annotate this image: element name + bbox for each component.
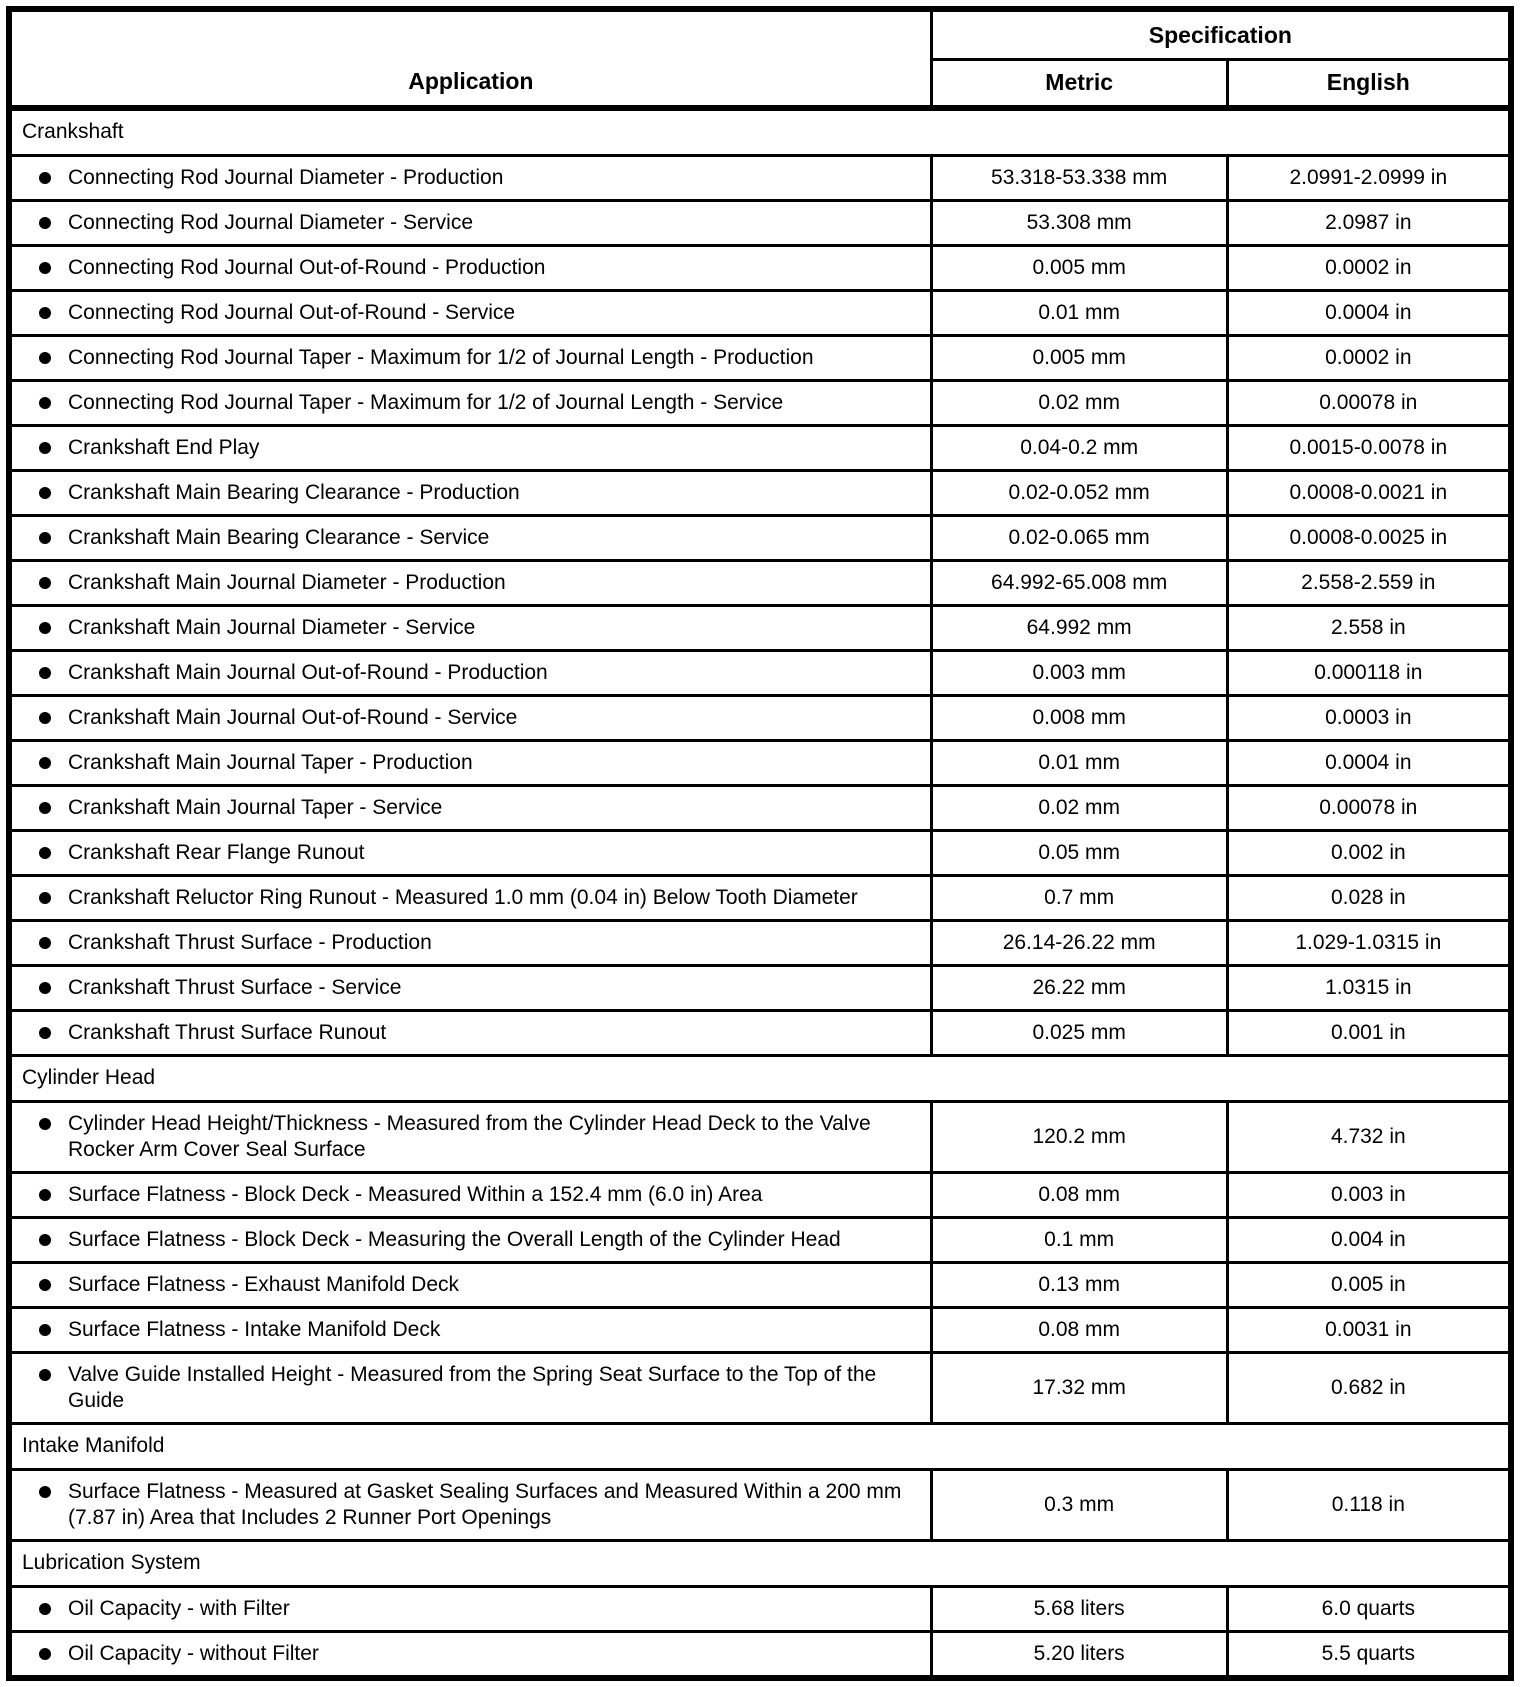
bullet-icon [39, 1189, 51, 1201]
application-text: Crankshaft Main Bearing Clearance - Production [68, 481, 520, 504]
metric-value-cell: 0.02 mm [931, 786, 1227, 831]
application-cell [9, 1632, 931, 1679]
application-cell [9, 921, 931, 966]
bullet-icon [39, 892, 51, 904]
spec-row [9, 651, 1511, 696]
metric-value-cell: 0.01 mm [931, 291, 1227, 336]
application-cell [9, 1263, 931, 1308]
application-cell [9, 696, 931, 741]
metric-value-cell: 53.308 mm [931, 201, 1227, 246]
bullet-icon [39, 1648, 51, 1660]
application-text: Connecting Rod Journal Out-of-Round - Production [68, 256, 546, 279]
spec-row [9, 471, 1511, 516]
application-cell [9, 516, 931, 561]
application-text: Crankshaft Main Journal Taper - Service [68, 796, 443, 819]
metric-value-cell: 0.005 mm [931, 336, 1227, 381]
spec-row [9, 876, 1511, 921]
spec-row [9, 516, 1511, 561]
application-cell [9, 201, 931, 246]
section-header-row [9, 1056, 1511, 1102]
bullet-icon [39, 577, 51, 589]
spec-row [9, 606, 1511, 651]
bullet-icon [39, 532, 51, 544]
table-header [9, 9, 1511, 108]
metric-value-cell: 0.02-0.052 mm [931, 471, 1227, 516]
application-cell [9, 876, 931, 921]
bullet-icon [39, 172, 51, 184]
application-text: Connecting Rod Journal Taper - Maximum for 1/2 of Journal Length - Service [68, 391, 784, 414]
application-cell [9, 471, 931, 516]
section-title: Lubrication System [9, 1541, 1511, 1587]
english-value-cell: 0.002 in [1227, 831, 1511, 876]
bullet-icon [39, 442, 51, 454]
metric-value-cell: 64.992 mm [931, 606, 1227, 651]
application-text: Crankshaft Main Journal Taper - Production [68, 751, 473, 774]
metric-value-cell: 0.3 mm [931, 1470, 1227, 1541]
english-value-cell: 0.682 in [1227, 1353, 1511, 1424]
english-value-cell: 0.0004 in [1227, 291, 1511, 336]
application-cell [9, 1011, 931, 1056]
english-value-cell: 2.0987 in [1227, 201, 1511, 246]
bullet-icon [39, 1027, 51, 1039]
bullet-icon [39, 307, 51, 319]
application-text: Surface Flatness - Measured at Gasket Sealing Surfaces and Measured Within a 200 mm (7.87 in) Area that Includes 2 Runner Port Openings [68, 1480, 902, 1529]
metric-value-cell: 17.32 mm [931, 1353, 1227, 1424]
spec-row [9, 1632, 1511, 1679]
bullet-icon [39, 217, 51, 229]
application-cell [9, 561, 931, 606]
english-value-cell: 5.5 quarts [1227, 1632, 1511, 1679]
english-value-cell: 0.0015-0.0078 in [1227, 426, 1511, 471]
english-value-cell: 0.118 in [1227, 1470, 1511, 1541]
application-cell [9, 651, 931, 696]
application-text: Crankshaft Rear Flange Runout [68, 841, 365, 864]
specification-group-header: Specification [931, 9, 1511, 60]
spec-row [9, 1173, 1511, 1218]
application-text: Crankshaft Thrust Surface Runout [68, 1021, 387, 1044]
metric-value-cell: 0.02-0.065 mm [931, 516, 1227, 561]
spec-row [9, 246, 1511, 291]
bullet-icon [39, 1369, 51, 1381]
application-text: Crankshaft Reluctor Ring Runout - Measured 1.0 mm (0.04 in) Below Tooth Diameter [68, 886, 858, 909]
spec-row [9, 1308, 1511, 1353]
application-cell [9, 246, 931, 291]
application-text: Connecting Rod Journal Taper - Maximum for 1/2 of Journal Length - Production [68, 346, 814, 369]
spec-row [9, 921, 1511, 966]
spec-row [9, 1011, 1511, 1056]
metric-value-cell: 0.7 mm [931, 876, 1227, 921]
application-text: Connecting Rod Journal Out-of-Round - Service [68, 301, 516, 324]
english-value-cell: 0.005 in [1227, 1263, 1511, 1308]
application-text: Crankshaft Main Journal Out-of-Round - Service [68, 706, 518, 729]
english-value-cell: 0.0002 in [1227, 336, 1511, 381]
application-text: Surface Flatness - Intake Manifold Deck [68, 1318, 441, 1341]
spec-row [9, 201, 1511, 246]
metric-value-cell: 0.01 mm [931, 741, 1227, 786]
application-text: Crankshaft Main Journal Diameter - Service [68, 616, 476, 639]
application-column-header: Application [9, 9, 931, 108]
spec-row [9, 1470, 1511, 1541]
spec-row [9, 381, 1511, 426]
application-text: Surface Flatness - Exhaust Manifold Deck [68, 1273, 460, 1296]
application-cell [9, 741, 931, 786]
bullet-icon [39, 847, 51, 859]
english-value-cell: 0.001 in [1227, 1011, 1511, 1056]
section-header-row [9, 1541, 1511, 1587]
metric-value-cell: 0.08 mm [931, 1173, 1227, 1218]
bullet-icon [39, 937, 51, 949]
spec-row [9, 1263, 1511, 1308]
english-value-cell: 0.004 in [1227, 1218, 1511, 1263]
metric-value-cell: 5.20 liters [931, 1632, 1227, 1679]
metric-value-cell: 0.008 mm [931, 696, 1227, 741]
bullet-icon [39, 802, 51, 814]
english-value-cell: 0.003 in [1227, 1173, 1511, 1218]
metric-value-cell: 0.05 mm [931, 831, 1227, 876]
spec-row [9, 1102, 1511, 1173]
application-cell [9, 336, 931, 381]
application-cell [9, 381, 931, 426]
spec-row [9, 1353, 1511, 1424]
bullet-icon [39, 622, 51, 634]
application-cell [9, 1102, 931, 1173]
english-value-cell: 0.0008-0.0025 in [1227, 516, 1511, 561]
application-cell [9, 1173, 931, 1218]
metric-value-cell: 0.1 mm [931, 1218, 1227, 1263]
application-text: Valve Guide Installed Height - Measured from the Spring Seat Surface to the Top of the Guide [68, 1363, 877, 1412]
application-cell [9, 426, 931, 471]
application-cell [9, 1218, 931, 1263]
spec-row [9, 786, 1511, 831]
bullet-icon [39, 487, 51, 499]
english-value-cell: 4.732 in [1227, 1102, 1511, 1173]
application-cell [9, 1308, 931, 1353]
spec-row [9, 156, 1511, 201]
bullet-icon [39, 262, 51, 274]
bullet-icon [39, 667, 51, 679]
english-value-cell: 2.558 in [1227, 606, 1511, 651]
application-text: Oil Capacity - without Filter [68, 1642, 319, 1665]
section-header-row [9, 1424, 1511, 1470]
application-text: Surface Flatness - Block Deck - Measured Within a 152.4 mm (6.0 in) Area [68, 1183, 763, 1206]
english-value-cell: 0.0002 in [1227, 246, 1511, 291]
english-value-cell: 0.0031 in [1227, 1308, 1511, 1353]
application-cell [9, 831, 931, 876]
engine-specifications-table [6, 6, 1514, 1681]
application-cell [9, 1587, 931, 1632]
application-text: Surface Flatness - Block Deck - Measuring the Overall Length of the Cylinder Head [68, 1228, 841, 1251]
metric-value-cell: 120.2 mm [931, 1102, 1227, 1173]
english-value-cell: 0.028 in [1227, 876, 1511, 921]
metric-value-cell: 5.68 liters [931, 1587, 1227, 1632]
english-value-cell: 6.0 quarts [1227, 1587, 1511, 1632]
bullet-icon [39, 982, 51, 994]
metric-value-cell: 0.003 mm [931, 651, 1227, 696]
english-value-cell: 2.558-2.559 in [1227, 561, 1511, 606]
english-value-cell: 0.000118 in [1227, 651, 1511, 696]
application-text: Crankshaft Main Journal Out-of-Round - Production [68, 661, 548, 684]
application-cell [9, 1470, 931, 1541]
bullet-icon [39, 1118, 51, 1130]
application-text: Connecting Rod Journal Diameter - Service [68, 211, 474, 234]
spec-row [9, 561, 1511, 606]
metric-value-cell: 0.02 mm [931, 381, 1227, 426]
bullet-icon [39, 352, 51, 364]
application-text: Crankshaft Main Journal Diameter - Production [68, 571, 506, 594]
bullet-icon [39, 1234, 51, 1246]
bullet-icon [39, 1324, 51, 1336]
english-value-cell: 2.0991-2.0999 in [1227, 156, 1511, 201]
english-value-cell: 0.00078 in [1227, 786, 1511, 831]
spec-row [9, 831, 1511, 876]
metric-value-cell: 26.14-26.22 mm [931, 921, 1227, 966]
spec-row [9, 426, 1511, 471]
bullet-icon [39, 712, 51, 724]
application-text: Cylinder Head Height/Thickness - Measured from the Cylinder Head Deck to the Valve Rocker Arm Cover Seal Surface [68, 1112, 871, 1161]
section-title: Intake Manifold [9, 1424, 1511, 1470]
english-value-cell: 1.0315 in [1227, 966, 1511, 1011]
metric-value-cell: 0.13 mm [931, 1263, 1227, 1308]
english-value-cell: 1.029-1.0315 in [1227, 921, 1511, 966]
application-text: Crankshaft Thrust Surface - Production [68, 931, 432, 954]
application-cell [9, 1353, 931, 1424]
table-body [9, 108, 1511, 1678]
application-text: Crankshaft Main Bearing Clearance - Service [68, 526, 490, 549]
spec-row [9, 696, 1511, 741]
application-cell [9, 291, 931, 336]
section-header-row [9, 108, 1511, 156]
header-row-1 [9, 9, 1511, 60]
spec-row [9, 741, 1511, 786]
application-text: Crankshaft End Play [68, 436, 260, 459]
application-cell [9, 966, 931, 1011]
metric-value-cell: 53.318-53.338 mm [931, 156, 1227, 201]
metric-value-cell: 64.992-65.008 mm [931, 561, 1227, 606]
spec-row [9, 336, 1511, 381]
metric-column-header: Metric [931, 60, 1227, 109]
english-value-cell: 0.00078 in [1227, 381, 1511, 426]
metric-value-cell: 0.04-0.2 mm [931, 426, 1227, 471]
metric-value-cell: 26.22 mm [931, 966, 1227, 1011]
application-text: Crankshaft Thrust Surface - Service [68, 976, 402, 999]
application-cell [9, 606, 931, 651]
application-cell [9, 786, 931, 831]
application-text: Oil Capacity - with Filter [68, 1597, 290, 1620]
english-value-cell: 0.0003 in [1227, 696, 1511, 741]
spec-row [9, 966, 1511, 1011]
bullet-icon [39, 1603, 51, 1615]
bullet-icon [39, 1279, 51, 1291]
metric-value-cell: 0.08 mm [931, 1308, 1227, 1353]
spec-row [9, 1587, 1511, 1632]
application-text: Connecting Rod Journal Diameter - Production [68, 166, 504, 189]
bullet-icon [39, 397, 51, 409]
spec-row [9, 291, 1511, 336]
metric-value-cell: 0.005 mm [931, 246, 1227, 291]
english-value-cell: 0.0008-0.0021 in [1227, 471, 1511, 516]
section-title: Crankshaft [9, 108, 1511, 156]
spec-row [9, 1218, 1511, 1263]
english-value-cell: 0.0004 in [1227, 741, 1511, 786]
application-cell [9, 156, 931, 201]
english-column-header: English [1227, 60, 1511, 109]
bullet-icon [39, 757, 51, 769]
bullet-icon [39, 1486, 51, 1498]
metric-value-cell: 0.025 mm [931, 1011, 1227, 1056]
section-title: Cylinder Head [9, 1056, 1511, 1102]
